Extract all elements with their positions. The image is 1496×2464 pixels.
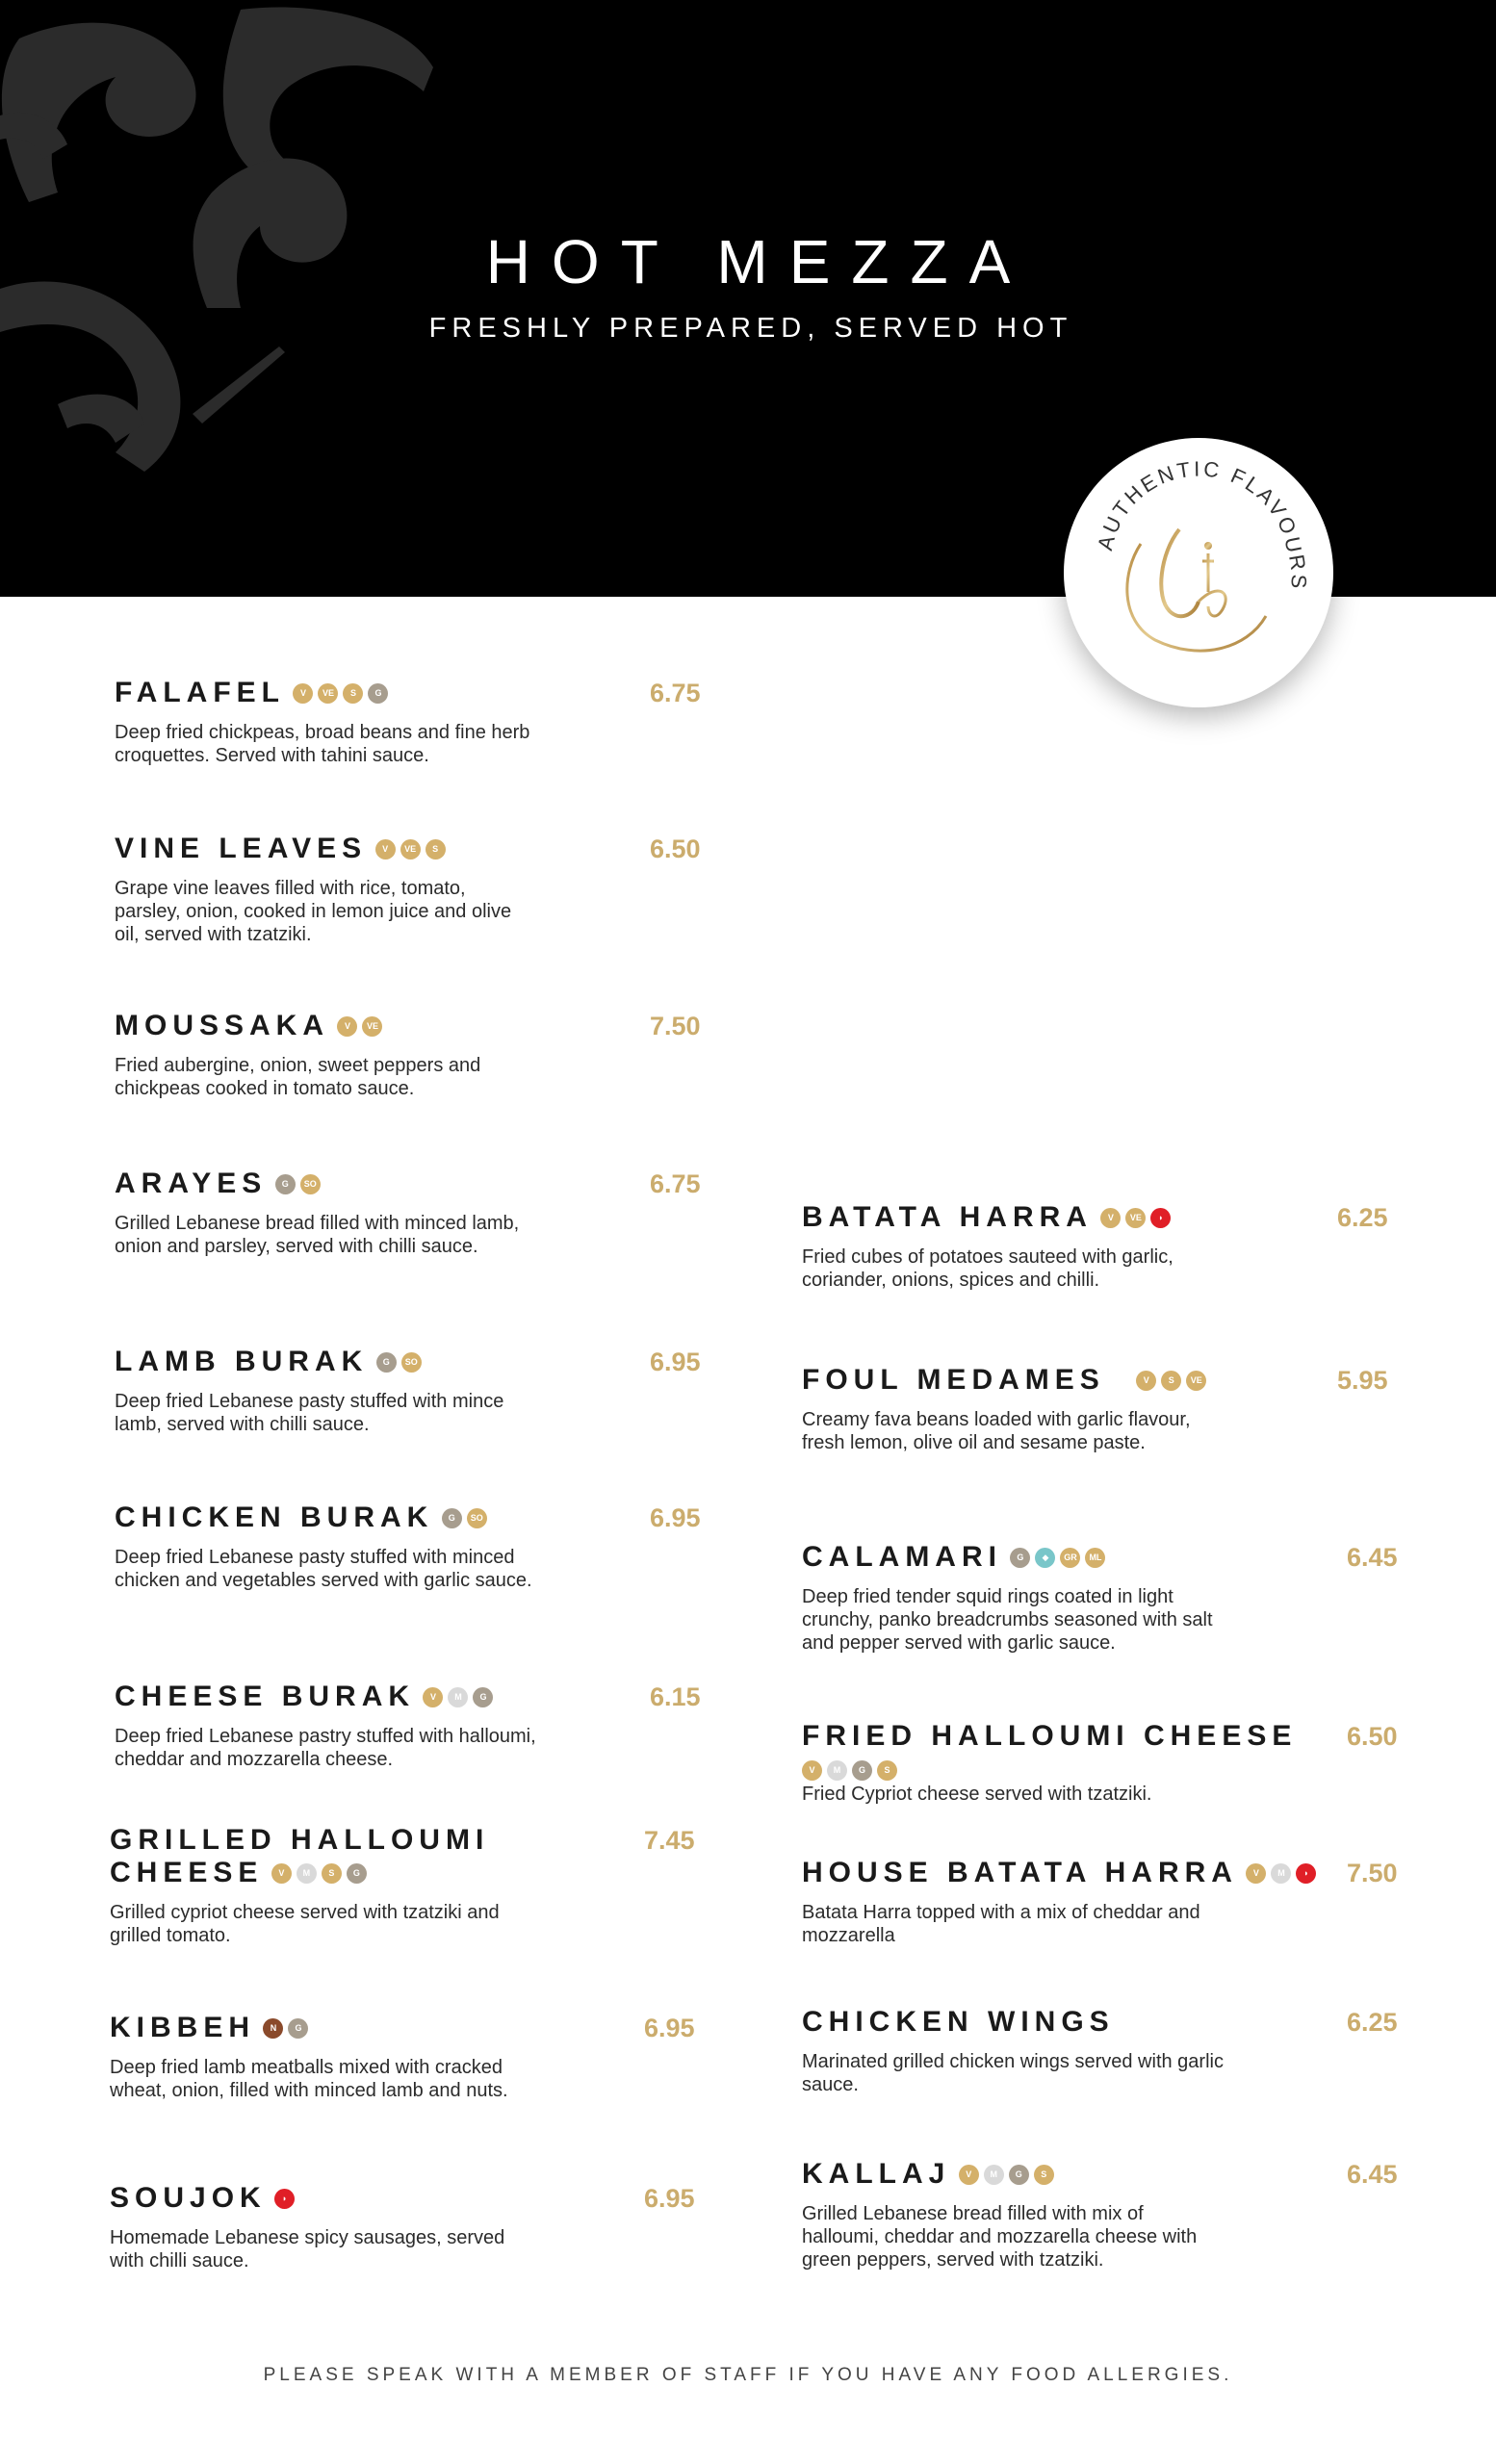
vegetarian-icon: V bbox=[1136, 1371, 1156, 1391]
item-name: VINE LEAVES bbox=[115, 833, 368, 864]
vegan-icon: VE bbox=[362, 1016, 382, 1037]
item-name: HOUSE BATATA HARRA bbox=[802, 1857, 1238, 1888]
nuts-icon: N bbox=[263, 2018, 283, 2039]
menu-item-chicken-wings bbox=[802, 2006, 1418, 2096]
gluten-icon: G bbox=[347, 1863, 367, 1884]
menu-item-kibbeh bbox=[110, 2012, 726, 2102]
item-price: 6.95 bbox=[644, 2014, 695, 2042]
page-title: HOT MEZZA bbox=[485, 227, 1032, 296]
vegan-icon: VE bbox=[1125, 1208, 1146, 1228]
item-description: Deep fried tender squid rings coated in light crunchy, panko breadcrumbs seasoned with salt and pepper served with garlic sauce. bbox=[802, 1586, 1213, 1654]
menu-item-vine-leaves bbox=[115, 833, 731, 946]
dietary-tags bbox=[1010, 1552, 1110, 1572]
soya-icon: SO bbox=[467, 1508, 487, 1528]
item-description: Deep fried Lebanese pasty stuffed with minced chicken and vegetables served with garlic sauce. bbox=[115, 1547, 532, 1591]
item-price: 7.50 bbox=[1347, 1859, 1398, 1887]
vegetarian-icon: V bbox=[959, 2165, 979, 2185]
milk-icon: M bbox=[984, 2165, 1004, 2185]
dietary-tags bbox=[337, 1020, 387, 1040]
item-price: 6.95 bbox=[650, 1503, 701, 1532]
gluten-icon: G bbox=[368, 683, 388, 704]
item-description: Batata Harra topped with a mix of cheddar and mozzarella bbox=[802, 1902, 1200, 1946]
item-name: CHICKEN BURAK bbox=[115, 1502, 434, 1533]
vegetarian-icon: V bbox=[802, 1760, 822, 1781]
vegan-icon: VE bbox=[318, 683, 338, 704]
item-name: SOUJOK bbox=[110, 2182, 267, 2214]
sesame-icon: S bbox=[322, 1863, 342, 1884]
vegetarian-icon: V bbox=[423, 1687, 443, 1707]
item-price: 7.50 bbox=[650, 1012, 701, 1040]
sesame-icon: S bbox=[877, 1760, 897, 1781]
chilli-icon: ◗ bbox=[274, 2189, 295, 2209]
badge-logo-icon bbox=[1064, 438, 1333, 707]
sesame-icon: S bbox=[1034, 2165, 1054, 2185]
item-description: Grilled Lebanese bread filled with mix of halloumi, cheddar and mozzarella cheese with green peppers, served with tzatziki. bbox=[802, 2203, 1198, 2271]
item-name: BATATA HARRA bbox=[802, 1201, 1093, 1233]
item-name: CALAMARI bbox=[802, 1541, 1002, 1573]
menu-item-moussaka bbox=[115, 1010, 731, 1100]
menu-item-house-batata-harra bbox=[802, 1857, 1418, 1947]
item-description: Deep fried lamb meatballs mixed with cracked wheat, onion, filled with minced lamb and nuts. bbox=[110, 2057, 508, 2101]
gluten-icon: G bbox=[1009, 2165, 1029, 2185]
dietary-tags bbox=[271, 1867, 372, 1887]
menu-item-arayes bbox=[115, 1168, 731, 1258]
item-price: 6.25 bbox=[1337, 1203, 1388, 1232]
item-name: CHEESE BURAK bbox=[115, 1681, 416, 1712]
item-description: Deep fried chickpeas, broad beans and fine herb croquettes. Served with tahini sauce. bbox=[115, 722, 530, 766]
item-name: FRIED HALLOUMI CHEESE bbox=[802, 1720, 1298, 1752]
item-description: Deep fried Lebanese pastry stuffed with halloumi, cheddar and mozzarella cheese. bbox=[115, 1726, 536, 1770]
menu-item-batata-harra bbox=[802, 1201, 1418, 1292]
item-description: Fried aubergine, onion, sweet peppers and chickpeas cooked in tomato sauce. bbox=[115, 1055, 481, 1099]
item-name: LAMB BURAK bbox=[115, 1346, 369, 1377]
item-description: Marinated grilled chicken wings served with garlic sauce. bbox=[802, 2051, 1224, 2095]
gluten-icon: G bbox=[442, 1508, 462, 1528]
menu-item-cheese-burak bbox=[115, 1681, 731, 1771]
item-name: FALAFEL bbox=[115, 677, 285, 708]
item-price: 6.45 bbox=[1347, 1543, 1398, 1572]
menu-item-fried-halloumi bbox=[802, 1720, 1418, 1806]
chilli-icon: ◗ bbox=[1150, 1208, 1171, 1228]
item-name-line2: CHEESE bbox=[110, 1857, 264, 1888]
milk-icon: M bbox=[827, 1760, 847, 1781]
vegetarian-icon: V bbox=[293, 683, 313, 704]
item-name-line1: GRILLED HALLOUMI bbox=[110, 1824, 490, 1856]
vegetarian-icon: V bbox=[337, 1016, 357, 1037]
gluten-icon: G bbox=[376, 1352, 397, 1373]
fish-icon: ◆ bbox=[1035, 1548, 1055, 1568]
dietary-tags bbox=[375, 843, 451, 863]
dietary-tags bbox=[802, 1760, 902, 1781]
dietary-tags bbox=[263, 2022, 313, 2042]
item-price: 5.95 bbox=[1337, 1366, 1388, 1395]
dietary-tags bbox=[442, 1512, 492, 1532]
milk-icon: M bbox=[297, 1863, 317, 1884]
menu-item-foul-medames bbox=[802, 1364, 1418, 1454]
vegetarian-icon: V bbox=[1246, 1863, 1266, 1884]
vegetarian-icon: V bbox=[1100, 1208, 1121, 1228]
menu-item-grilled-halloumi bbox=[110, 1824, 726, 1947]
item-name: MOUSSAKA bbox=[115, 1010, 330, 1041]
item-description: Grilled cypriot cheese served with tzatziki and grilled tomato. bbox=[110, 1902, 500, 1946]
item-description: Grape vine leaves filled with rice, tomato, parsley, onion, cooked in lemon juice and olive oil, served with tzatziki. bbox=[115, 878, 512, 945]
dietary-tags bbox=[1136, 1374, 1211, 1395]
menu-item-kallaj bbox=[802, 2158, 1418, 2272]
item-description: Homemade Lebanese spicy sausages, served with chilli sauce. bbox=[110, 2227, 505, 2272]
dietary-tags bbox=[293, 687, 393, 707]
gluten-icon: G bbox=[288, 2018, 308, 2039]
soya-icon: SO bbox=[300, 1174, 321, 1194]
dietary-tags bbox=[376, 1356, 426, 1376]
sesame-icon: S bbox=[426, 839, 446, 860]
item-price: 6.75 bbox=[650, 679, 701, 707]
allergy-notice: PLEASE SPEAK WITH A MEMBER OF STAFF IF YOU HAVE ANY FOOD ALLERGIES. bbox=[263, 2365, 1233, 2385]
item-description: Fried cubes of potatoes sauteed with garlic, coriander, onions, spices and chilli. bbox=[802, 1246, 1174, 1291]
sesame-icon: S bbox=[343, 683, 363, 704]
item-price: 7.45 bbox=[644, 1826, 695, 1855]
dietary-tags bbox=[959, 2169, 1059, 2189]
vegetarian-icon: V bbox=[375, 839, 396, 860]
milk-icon: M bbox=[1271, 1863, 1291, 1884]
menu-item-soujok bbox=[110, 2182, 726, 2272]
dietary-tags bbox=[275, 1178, 325, 1198]
item-price: 6.25 bbox=[1347, 2008, 1398, 2037]
page-subtitle: FRESHLY PREPARED, SERVED HOT bbox=[428, 313, 1073, 344]
item-name: KIBBEH bbox=[110, 2012, 256, 2043]
item-name: KALLAJ bbox=[802, 2158, 951, 2190]
ml-icon: ML bbox=[1085, 1548, 1105, 1568]
gluten-icon: G bbox=[852, 1760, 872, 1781]
item-price: 6.95 bbox=[650, 1348, 701, 1376]
vegetarian-icon: V bbox=[271, 1863, 292, 1884]
dietary-tags bbox=[1100, 1212, 1175, 1232]
menu-item-lamb-burak bbox=[115, 1346, 731, 1436]
gluten-icon: G bbox=[275, 1174, 296, 1194]
milk-icon: M bbox=[448, 1687, 468, 1707]
menu-item-falafel bbox=[115, 677, 731, 767]
dietary-tags bbox=[423, 1691, 498, 1711]
chilli-icon: ◗ bbox=[1296, 1863, 1316, 1884]
badge-text: AUTHENTIC FLAVOURS bbox=[1093, 456, 1311, 592]
sesame-icon: S bbox=[1161, 1371, 1181, 1391]
item-price: 6.45 bbox=[1347, 2160, 1398, 2189]
menu-item-chicken-burak bbox=[115, 1502, 731, 1592]
item-description: Creamy fava beans loaded with garlic flavour, fresh lemon, olive oil and sesame paste. bbox=[802, 1409, 1191, 1453]
soya-icon: SO bbox=[401, 1352, 422, 1373]
dietary-tags bbox=[1246, 1867, 1321, 1887]
vegan-icon: VE bbox=[400, 839, 421, 860]
authentic-flavours-badge bbox=[1064, 438, 1333, 707]
dietary-tags bbox=[274, 2193, 299, 2213]
item-description: Grilled Lebanese bread filled with minced lamb, onion and parsley, served with chilli sauce. bbox=[115, 1213, 520, 1257]
item-description: Fried Cypriot cheese served with tzatziki. bbox=[802, 1784, 1152, 1805]
item-price: 6.15 bbox=[650, 1682, 701, 1711]
item-name: FOUL MEDAMES bbox=[802, 1364, 1105, 1396]
item-price: 6.50 bbox=[1347, 1722, 1398, 1751]
item-price: 6.95 bbox=[644, 2184, 695, 2213]
item-price: 6.75 bbox=[650, 1169, 701, 1198]
gr-icon: GR bbox=[1060, 1548, 1080, 1568]
vegan-icon: VE bbox=[1186, 1371, 1206, 1391]
item-name: ARAYES bbox=[115, 1168, 268, 1199]
menu-item-calamari bbox=[802, 1541, 1418, 1655]
item-name: CHICKEN WINGS bbox=[802, 2006, 1115, 2038]
gluten-icon: G bbox=[1010, 1548, 1030, 1568]
item-description: Deep fried Lebanese pasty stuffed with mince lamb, served with chilli sauce. bbox=[115, 1391, 504, 1435]
gluten-icon: G bbox=[473, 1687, 493, 1707]
item-price: 6.50 bbox=[650, 834, 701, 863]
